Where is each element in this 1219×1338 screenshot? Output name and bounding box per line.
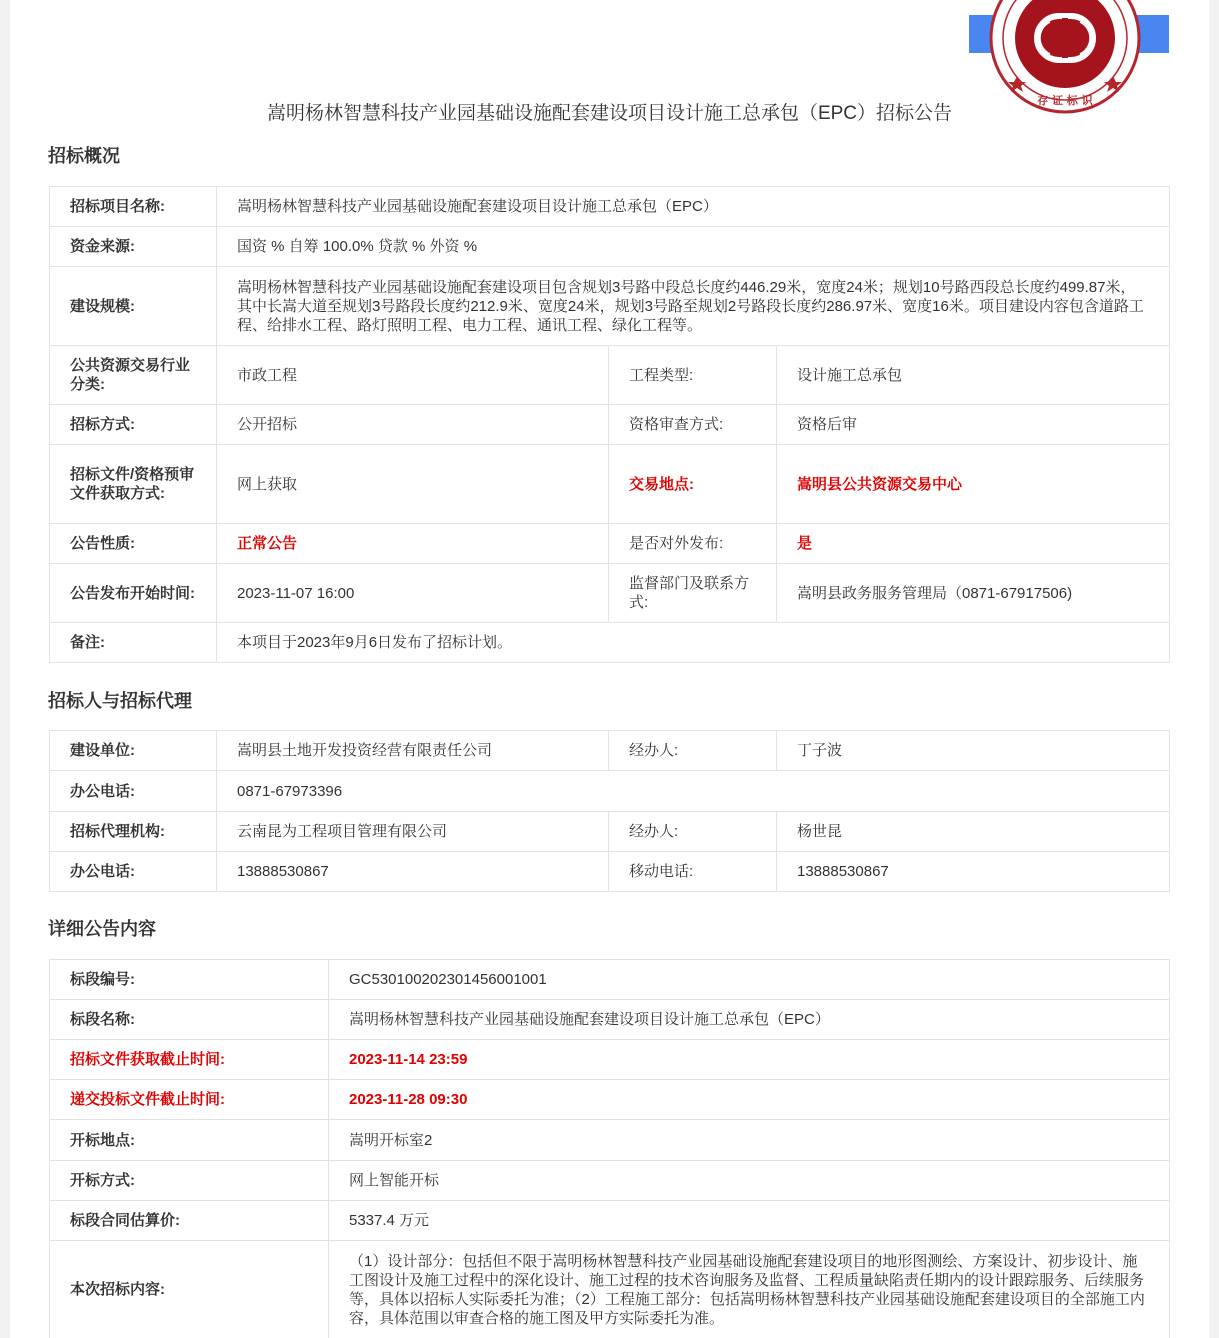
agent-phone-value: 13888530867 bbox=[217, 852, 609, 892]
owner-label: 建设单位: bbox=[50, 731, 217, 771]
agent-mobile-label: 移动电话: bbox=[609, 852, 777, 892]
start-label: 公告发布开始时间: bbox=[50, 564, 217, 623]
section-name-value: 嵩明杨林智慧科技产业园基础设施配套建设项目设计施工总承包（EPC） bbox=[329, 1000, 1170, 1040]
bid-deadline-label: 递交投标文件截止时间: bbox=[50, 1080, 329, 1120]
funding-value: 国资 % 自筹 100.0% 贷款 % 外资 % bbox=[217, 227, 1170, 267]
opening-place-label: 开标地点: bbox=[50, 1120, 329, 1161]
doc-deadline-value: 2023-11-14 23:59 bbox=[329, 1040, 1170, 1080]
venue-value: 嵩明县公共资源交易中心 bbox=[777, 445, 1170, 524]
opening-method-value: 网上智能开标 bbox=[329, 1161, 1170, 1201]
remark-label: 备注: bbox=[50, 623, 217, 663]
table-row bbox=[50, 1120, 1170, 1161]
table-row bbox=[50, 852, 1170, 892]
owner-phone-value: 0871-67973396 bbox=[217, 771, 1170, 812]
doc-method-value: 网上获取 bbox=[217, 445, 609, 524]
agent-phone-label: 办公电话: bbox=[50, 852, 217, 892]
owner-value: 嵩明县土地开发投资经营有限责任公司 bbox=[217, 731, 609, 771]
category-value: 市政工程 bbox=[217, 346, 609, 405]
table-row bbox=[50, 1040, 1170, 1080]
nature-label: 公告性质: bbox=[50, 524, 217, 564]
opening-place-value: 嵩明开标室2 bbox=[329, 1120, 1170, 1161]
doc-method-label: 招标文件/资格预审文件获取方式: bbox=[50, 445, 217, 524]
category-label: 公共资源交易行业分类: bbox=[50, 346, 217, 405]
table-row bbox=[50, 445, 1170, 524]
content-label: 本次招标内容: bbox=[50, 1241, 329, 1338]
table-row bbox=[50, 731, 1170, 771]
funding-label: 资金来源: bbox=[50, 227, 217, 267]
agent-value: 云南昆为工程项目管理有限公司 bbox=[217, 812, 609, 852]
doc-deadline-label: 招标文件获取截止时间: bbox=[50, 1040, 329, 1080]
owner-contact-label: 经办人: bbox=[609, 731, 777, 771]
bid-deadline-value: 2023-11-28 09:30 bbox=[329, 1080, 1170, 1120]
start-value: 2023-11-07 16:00 bbox=[217, 564, 609, 623]
agent-contact-value: 杨世昆 bbox=[777, 812, 1170, 852]
table-row bbox=[50, 960, 1170, 1000]
content-value: （1）设计部分：包括但不限于嵩明杨林智慧科技产业园基础设施配套建设项目的地形图测绘、方案设计、初步设计、施工图设计及施工过程中的深化设计、施工过程的技术咨询服务及监督、工程质量缺陷责任期内的设计跟踪服务、后续服务等，具体以招标人实际委托为准；（2）工程施工部分：包括嵩明杨林智慧科技产业园基础设施配套建设项目的全部施工内容，具体范围以审查合格的施工图及甲方实际委托为准。 bbox=[329, 1241, 1170, 1338]
table-row bbox=[50, 346, 1170, 405]
project-name-label: 招标项目名称: bbox=[50, 187, 217, 227]
table-row bbox=[50, 267, 1170, 346]
scale-value: 嵩明杨林智慧科技产业园基础设施配套建设项目包含规划3号路中段总长度约446.29米，宽度24米；规划10号路西段总长度约499.87米，其中长嵩大道至规划3号路段长度约212.9米、宽度24米，规划3号路至规划2号路段长度约286.97米、宽度16米。项目建设内容包含道路工程、给排水工程、路灯照明工程、电力工程、通讯工程、绿化工程等。 bbox=[217, 267, 1170, 346]
svg-text:存 证 标 识: 存 证 标 识 bbox=[1037, 94, 1093, 107]
nature-value: 正常公告 bbox=[217, 524, 609, 564]
table-row bbox=[50, 1000, 1170, 1040]
overview-table bbox=[49, 186, 1170, 663]
table-row bbox=[50, 405, 1170, 445]
section-name-label: 标段名称: bbox=[50, 1000, 329, 1040]
agent-label: 招标代理机构: bbox=[50, 812, 217, 852]
detail-table bbox=[49, 959, 1170, 1338]
table-row bbox=[50, 227, 1170, 267]
method-value: 公开招标 bbox=[217, 405, 609, 445]
scale-label: 建设规模: bbox=[50, 267, 217, 346]
section-title-parties: 招标人与招标代理 bbox=[48, 691, 192, 711]
table-row bbox=[50, 1080, 1170, 1120]
qual-label: 资格审查方式: bbox=[609, 405, 777, 445]
page-title: 嵩明杨林智慧科技产业园基础设施配套建设项目设计施工总承包（EPC）招标公告 bbox=[266, 103, 953, 124]
announcement-page bbox=[10, 0, 1209, 1338]
external-label: 是否对外发布: bbox=[609, 524, 777, 564]
section-title-detail: 详细公告内容 bbox=[48, 919, 156, 939]
project-name-value: 嵩明杨林智慧科技产业园基础设施配套建设项目设计施工总承包（EPC） bbox=[217, 187, 1170, 227]
parties-table bbox=[49, 730, 1170, 892]
project-type-label: 工程类型: bbox=[609, 346, 777, 405]
table-row bbox=[50, 1241, 1170, 1338]
table-row bbox=[50, 623, 1170, 663]
table-row bbox=[50, 1161, 1170, 1201]
section-no-label: 标段编号: bbox=[50, 960, 329, 1000]
section-title-overview: 招标概况 bbox=[48, 146, 120, 166]
supervisor-label: 监督部门及联系方式: bbox=[609, 564, 777, 623]
supervisor-value: 嵩明县政务服务管理局（0871-67917506) bbox=[777, 564, 1170, 623]
section-no-value: GC5301002023014560010​01 bbox=[329, 960, 1170, 1000]
table-row bbox=[50, 771, 1170, 812]
agent-contact-label: 经办人: bbox=[609, 812, 777, 852]
venue-label: 交易地点: bbox=[609, 445, 777, 524]
remark-value: 本项目于2023年9月6日发布了招标计划。 bbox=[217, 623, 1170, 663]
table-row bbox=[50, 812, 1170, 852]
external-value: 是 bbox=[777, 524, 1170, 564]
estimate-value: 5337.4 万元 bbox=[329, 1201, 1170, 1241]
table-row bbox=[50, 524, 1170, 564]
agent-mobile-value: 13888530867 bbox=[777, 852, 1170, 892]
method-label: 招标方式: bbox=[50, 405, 217, 445]
table-row bbox=[50, 564, 1170, 623]
owner-contact-value: 丁子波 bbox=[777, 731, 1170, 771]
table-row bbox=[50, 1201, 1170, 1241]
project-type-value: 设计施工总承包 bbox=[777, 346, 1170, 405]
seal-icon bbox=[989, 0, 1141, 114]
qual-value: 资格后审 bbox=[777, 405, 1170, 445]
estimate-label: 标段合同估算价: bbox=[50, 1201, 329, 1241]
opening-method-label: 开标方式: bbox=[50, 1161, 329, 1201]
owner-phone-label: 办公电话: bbox=[50, 771, 217, 812]
table-row bbox=[50, 187, 1170, 227]
